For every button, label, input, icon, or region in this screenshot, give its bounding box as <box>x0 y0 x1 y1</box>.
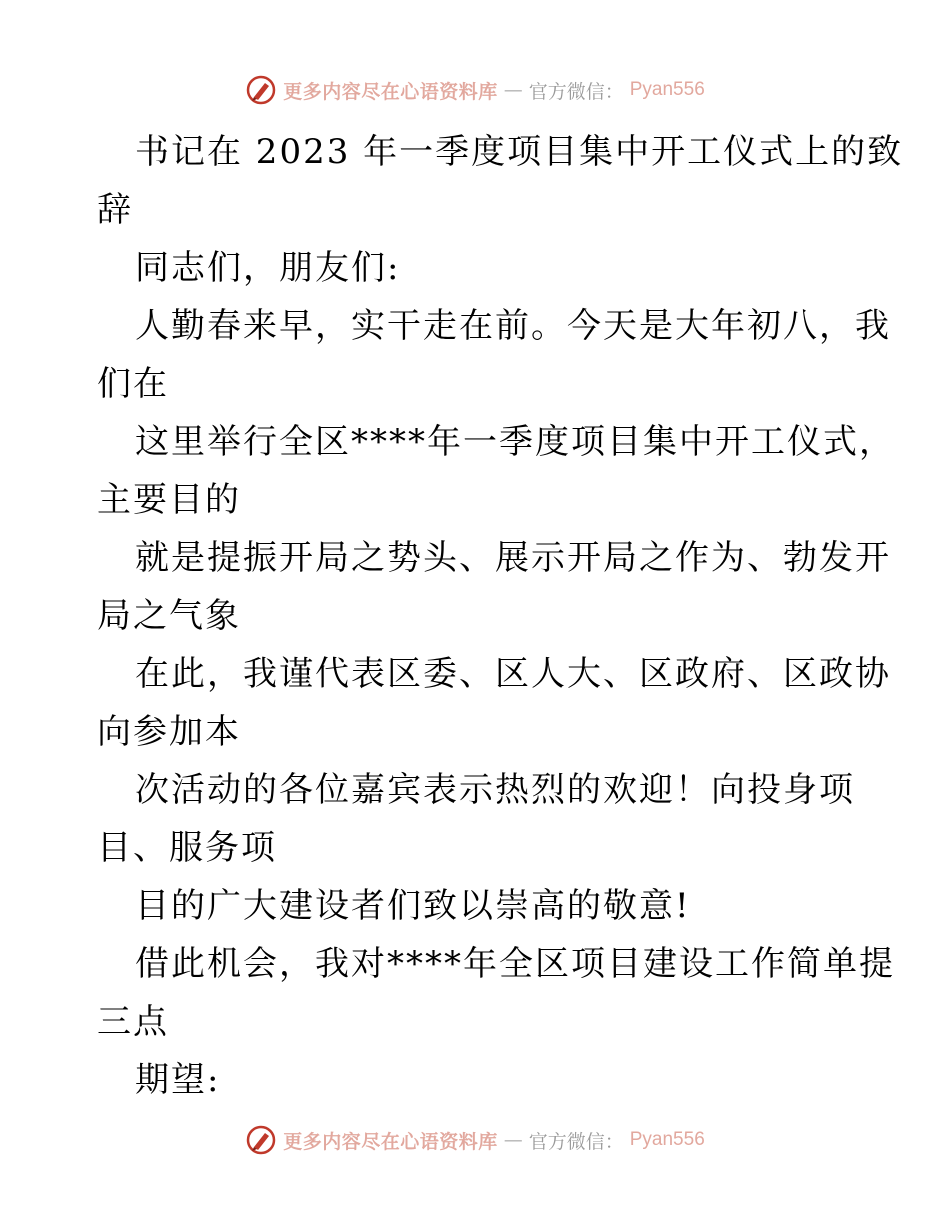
document-body <box>97 123 904 1109</box>
text-line: 向参加本 <box>97 712 241 752</box>
watermark-brand: 更多内容尽在心语资料库 <box>283 1130 498 1153</box>
text-line: 借此机会，我对****年全区项目建设工作简单提 <box>135 944 895 984</box>
watermark-id: Pyan556 <box>629 1129 705 1150</box>
text-line: 人勤春来早，实干走在前。今天是大年初八，我 <box>135 306 891 346</box>
text-line: 次活动的各位嘉宾表示热烈的欢迎！向投身项 <box>135 770 855 810</box>
watermark-dash: — <box>503 79 523 101</box>
text-line: 目的广大建设者们致以崇高的敬意! <box>135 886 691 926</box>
text-line: 这里举行全区****年一季度项目集中开工仪式， <box>135 422 895 462</box>
text-line: 书记在 2023 年一季度项目集中开工仪式上的致 <box>135 132 904 172</box>
watermark-id: Pyan556 <box>629 79 705 100</box>
watermark-brand: 更多内容尽在心语资料库 <box>283 80 498 103</box>
text-line: 三点 <box>97 1002 169 1042</box>
text-line: 辞 <box>97 190 133 230</box>
text-line: 目、服务项 <box>97 828 277 868</box>
watermark-official: 官方微信： <box>528 1130 624 1153</box>
watermark-header <box>0 70 950 110</box>
text-line: 们在 <box>97 364 169 404</box>
text-line: 就是提振开局之势头、展示开局之作为、勃发开 <box>135 538 891 578</box>
pen-logo-icon <box>245 74 277 106</box>
text-line: 主要目的 <box>97 480 241 520</box>
watermark-dash: — <box>503 1129 523 1151</box>
text-line: 局之气象 <box>97 596 241 636</box>
watermark-official: 官方微信： <box>528 80 624 103</box>
text-line: 期望: <box>135 1060 221 1100</box>
watermark-footer <box>0 1120 950 1160</box>
pen-logo-icon <box>245 1124 277 1156</box>
text-line: 在此，我谨代表区委、区人大、区政府、区政协 <box>135 654 891 694</box>
text-line: 同志们，朋友们: <box>135 248 401 288</box>
